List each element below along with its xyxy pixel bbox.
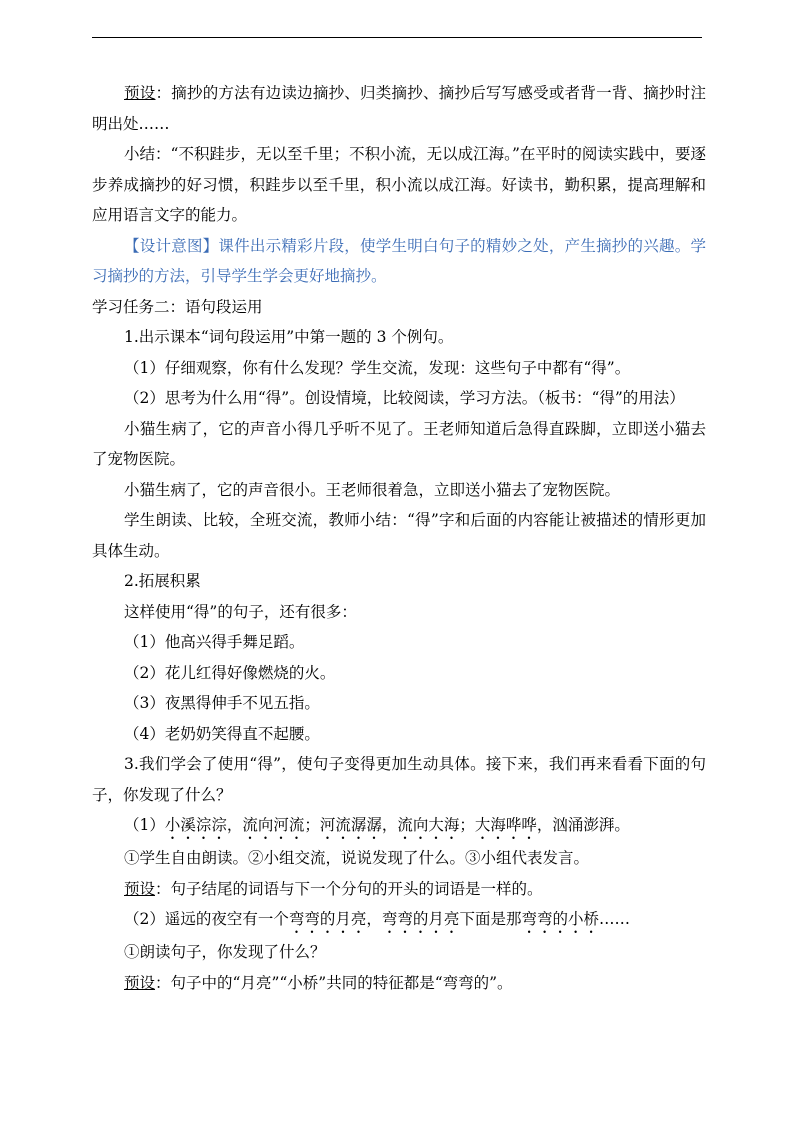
clause: 小溪淙淙，流向河流； (164, 816, 320, 834)
step-3-1-steps: ①学生自由朗读。②小组交流，说说发现了什么。③小组代表发言。 (124, 849, 590, 867)
phrase: …… (598, 910, 630, 928)
step-3-2-preset (92, 968, 706, 999)
phrase: 弯弯的小桥 (521, 910, 599, 928)
clause: 汹涌澎湃。 (552, 816, 630, 834)
list-item: （3）夜黑得伸手不见五指。 (124, 694, 320, 712)
clause: 大海哗哗， (474, 816, 553, 834)
step-3-1-preset (92, 874, 706, 905)
phrase: 弯弯的月亮 (381, 910, 460, 928)
document-body (92, 78, 706, 998)
step-2: 2.拓展积累 (124, 572, 201, 590)
preset-text: ：摘抄的方法有边读边摘抄、归类摘抄、摘抄后写写感受或者背一背、摘抄时注明出处…… (92, 84, 706, 133)
step-3-2-step: ①朗读句子，你发现了什么？ (124, 943, 326, 961)
example-sentence-1: 小猫生病了，它的声音小得几乎听不见了。王老师知道后急得直跺脚，立即送小猫去了宠物医院。 (92, 419, 706, 468)
example-sentence-2: 小猫生病了，它的声音很小。王老师很着急，立即送小猫去了宠物医院。 (124, 480, 621, 499)
step-3: 3.我们学会了使用“得”，使句子变得更加生动具体。接下来，我们再来看看下面的句子，你发现了什么？ (92, 755, 706, 804)
phrase: 遥远的夜空有一个 (164, 910, 289, 928)
preset-paragraph (92, 78, 706, 139)
preset-label: 预设 (124, 84, 156, 102)
preset-text: ：句子中的“月亮”“小桥”共同的特征都是“弯弯的”。 (155, 973, 513, 992)
list-item: （4）老奶奶笑得直不起腰。 (124, 724, 320, 743)
summary-paragraph: 小结：“不积跬步，无以至千里；不积小流，无以成江海。”在平时的阅读实践中，要逐步养成摘抄的好习惯，积跬步以至千里，积小流以成江海。好读书，勤积累，提高理解和应用语言文字的能力。 (92, 145, 706, 224)
preset-label: 预设 (124, 973, 156, 992)
phrase: 弯弯的月亮 (288, 910, 367, 928)
step-1-2: （2）思考为什么用“得”。创设情境，比较阅读，学习方法。（板书：“得”的用法） (124, 389, 685, 407)
item-prefix: （2） (124, 910, 165, 928)
item-prefix: （1） (124, 816, 165, 834)
phrase: 下面是那 (459, 910, 522, 928)
step-3-1-sentence (92, 810, 706, 843)
step-3-2-sentence (92, 904, 706, 937)
teacher-summary: 学生朗读、比较，全班交流，教师小结：“得”字和后面的内容能让被描述的情形更加具体生动。 (92, 511, 706, 560)
step-1-1: （1）仔细观察，你有什么发现？学生交流，发现：这些句子中都有“得”。 (124, 358, 631, 377)
header-rule (92, 37, 702, 38)
clause: 河流潺潺，流向大海； (319, 816, 475, 834)
step-1: 1.出示课本“词句段运用”中第一题的 3 个例句。 (124, 328, 454, 346)
list-item: （1）他高兴得手舞足蹈。 (124, 633, 305, 651)
phrase: ， (366, 910, 382, 928)
task-heading: 学习任务二：语句段运用 (92, 297, 263, 316)
list-item: （2）花儿红得好像燃烧的火。 (124, 663, 336, 682)
design-intent-paragraph: 【设计意图】课件出示精彩片段，使学生明白句子的精妙之处，产生摘抄的兴趣。学习摘抄的方法，引导学生学会更好地摘抄。 (92, 236, 706, 285)
step-2-intro: 这样使用“得”的句子，还有很多： (124, 602, 357, 621)
preset-label: 预设 (124, 879, 156, 898)
preset-text: ：句子结尾的词语与下一个分句的开头的词语是一样的。 (155, 879, 543, 898)
